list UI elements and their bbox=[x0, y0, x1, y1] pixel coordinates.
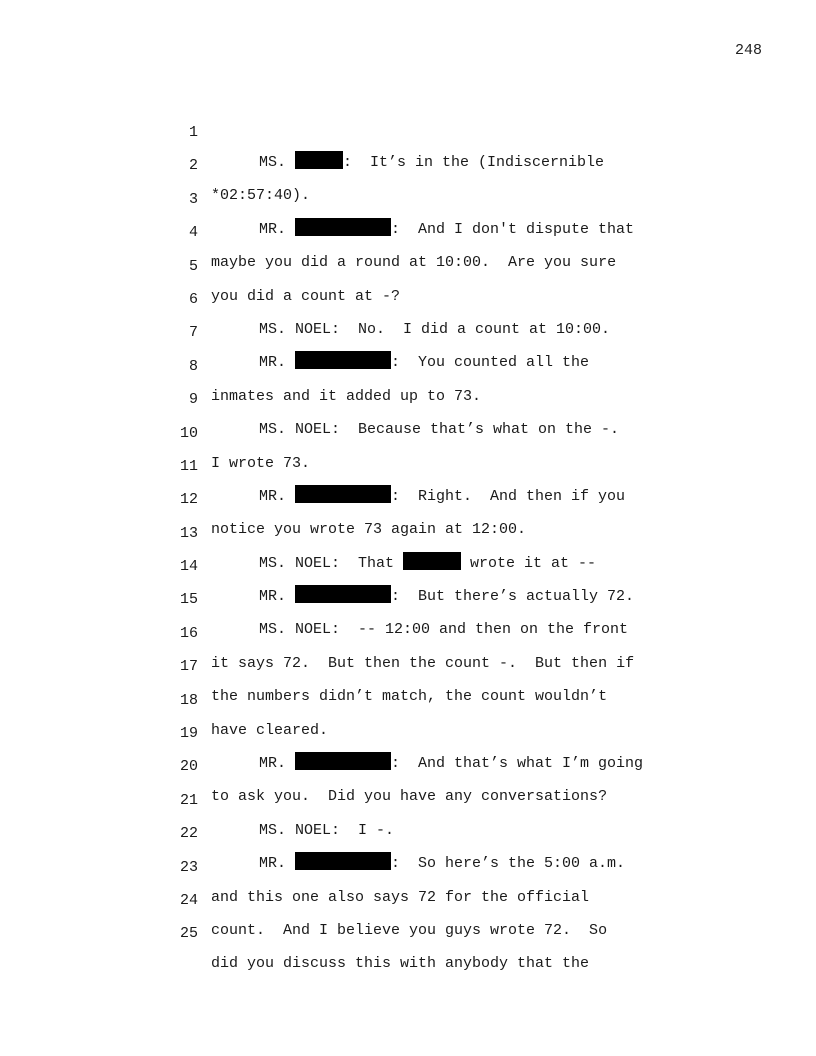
line-number: 25 bbox=[179, 925, 198, 943]
line-remainder: : And I don't dispute that bbox=[391, 220, 635, 238]
line-text: count. And I believe you guys wrote 72. So bbox=[211, 921, 608, 939]
line-remainder: : So here’s the 5:00 a.m. bbox=[391, 855, 626, 873]
line-number: 3 bbox=[188, 190, 198, 208]
line-text: have cleared. bbox=[211, 721, 329, 739]
line-text: MS. NOEL: Because that’s what on the -. bbox=[259, 421, 620, 439]
line-number: 17 bbox=[179, 658, 198, 676]
line-number: 19 bbox=[179, 725, 198, 743]
line-text: to ask you. Did you have any conversations? bbox=[211, 788, 608, 806]
line-number: 2 bbox=[188, 157, 198, 175]
line-text: I wrote 73. bbox=[211, 454, 311, 472]
line-number: 24 bbox=[179, 891, 198, 909]
line-number: 14 bbox=[179, 558, 198, 576]
line-remainder: : But there’s actually 72. bbox=[391, 588, 635, 606]
line-number: 5 bbox=[188, 257, 198, 275]
transcript-line bbox=[0, 88, 816, 171]
line-number: 15 bbox=[179, 591, 198, 609]
line-text: maybe you did a round at 10:00. Are you sure bbox=[211, 254, 617, 272]
speaker-prefix: MR. bbox=[259, 220, 296, 238]
line-remainder: wrote it at -- bbox=[461, 554, 597, 572]
line-text: notice you wrote 73 again at 12:00. bbox=[211, 521, 527, 539]
line-remainder: : Right. And then if you bbox=[391, 487, 626, 505]
line-text: and this one also says 72 for the official bbox=[211, 888, 590, 906]
line-number: 12 bbox=[179, 491, 198, 509]
line-number: 9 bbox=[188, 391, 198, 409]
line-number: 23 bbox=[179, 858, 198, 876]
line-number: 7 bbox=[188, 324, 198, 342]
speaker-prefix: MS. bbox=[259, 154, 296, 171]
line-text: you did a count at -? bbox=[211, 287, 401, 305]
line-text: the numbers didn’t match, the count wouldn’t bbox=[211, 688, 608, 706]
line-number: 16 bbox=[179, 624, 198, 642]
line-number: 8 bbox=[188, 357, 198, 375]
line-number: 18 bbox=[179, 691, 198, 709]
speaker-prefix: MR. bbox=[259, 588, 296, 606]
speaker-prefix: MR. bbox=[259, 755, 296, 773]
line-number: 11 bbox=[179, 457, 198, 475]
line-text: did you discuss this with anybody that the bbox=[211, 955, 590, 973]
line-number: 1 bbox=[188, 124, 198, 141]
line-text: inmates and it added up to 73. bbox=[211, 387, 482, 405]
page-number: 248 bbox=[734, 42, 762, 59]
line-number: 4 bbox=[188, 224, 198, 242]
transcript-lines bbox=[0, 88, 816, 973]
line-remainder: : You counted all the bbox=[391, 354, 590, 372]
line-text: it says 72. But then the count -. But then if bbox=[211, 654, 635, 672]
line-text: MS. NOEL: -- 12:00 and then on the front bbox=[259, 621, 629, 639]
speaker-prefix: MR. bbox=[259, 487, 296, 505]
line-text: MS. NOEL: I -. bbox=[259, 821, 395, 839]
line-number: 10 bbox=[179, 424, 198, 442]
line-number: 22 bbox=[179, 825, 198, 843]
line-text: *02:57:40). bbox=[211, 187, 311, 205]
speaker-prefix: MS. NOEL: That bbox=[259, 554, 404, 572]
line-remainder: : And that’s what I’m going bbox=[391, 755, 644, 773]
line-number: 6 bbox=[188, 290, 198, 308]
line-number: 20 bbox=[179, 758, 198, 776]
line-number: 21 bbox=[179, 791, 198, 809]
line-number: 13 bbox=[179, 524, 198, 542]
speaker-prefix: MR. bbox=[259, 354, 296, 372]
speaker-prefix: MR. bbox=[259, 855, 296, 873]
line-text: MS. NOEL: No. I did a count at 10:00. bbox=[259, 320, 611, 338]
line-remainder: : It’s in the (Indiscernible bbox=[343, 154, 605, 171]
